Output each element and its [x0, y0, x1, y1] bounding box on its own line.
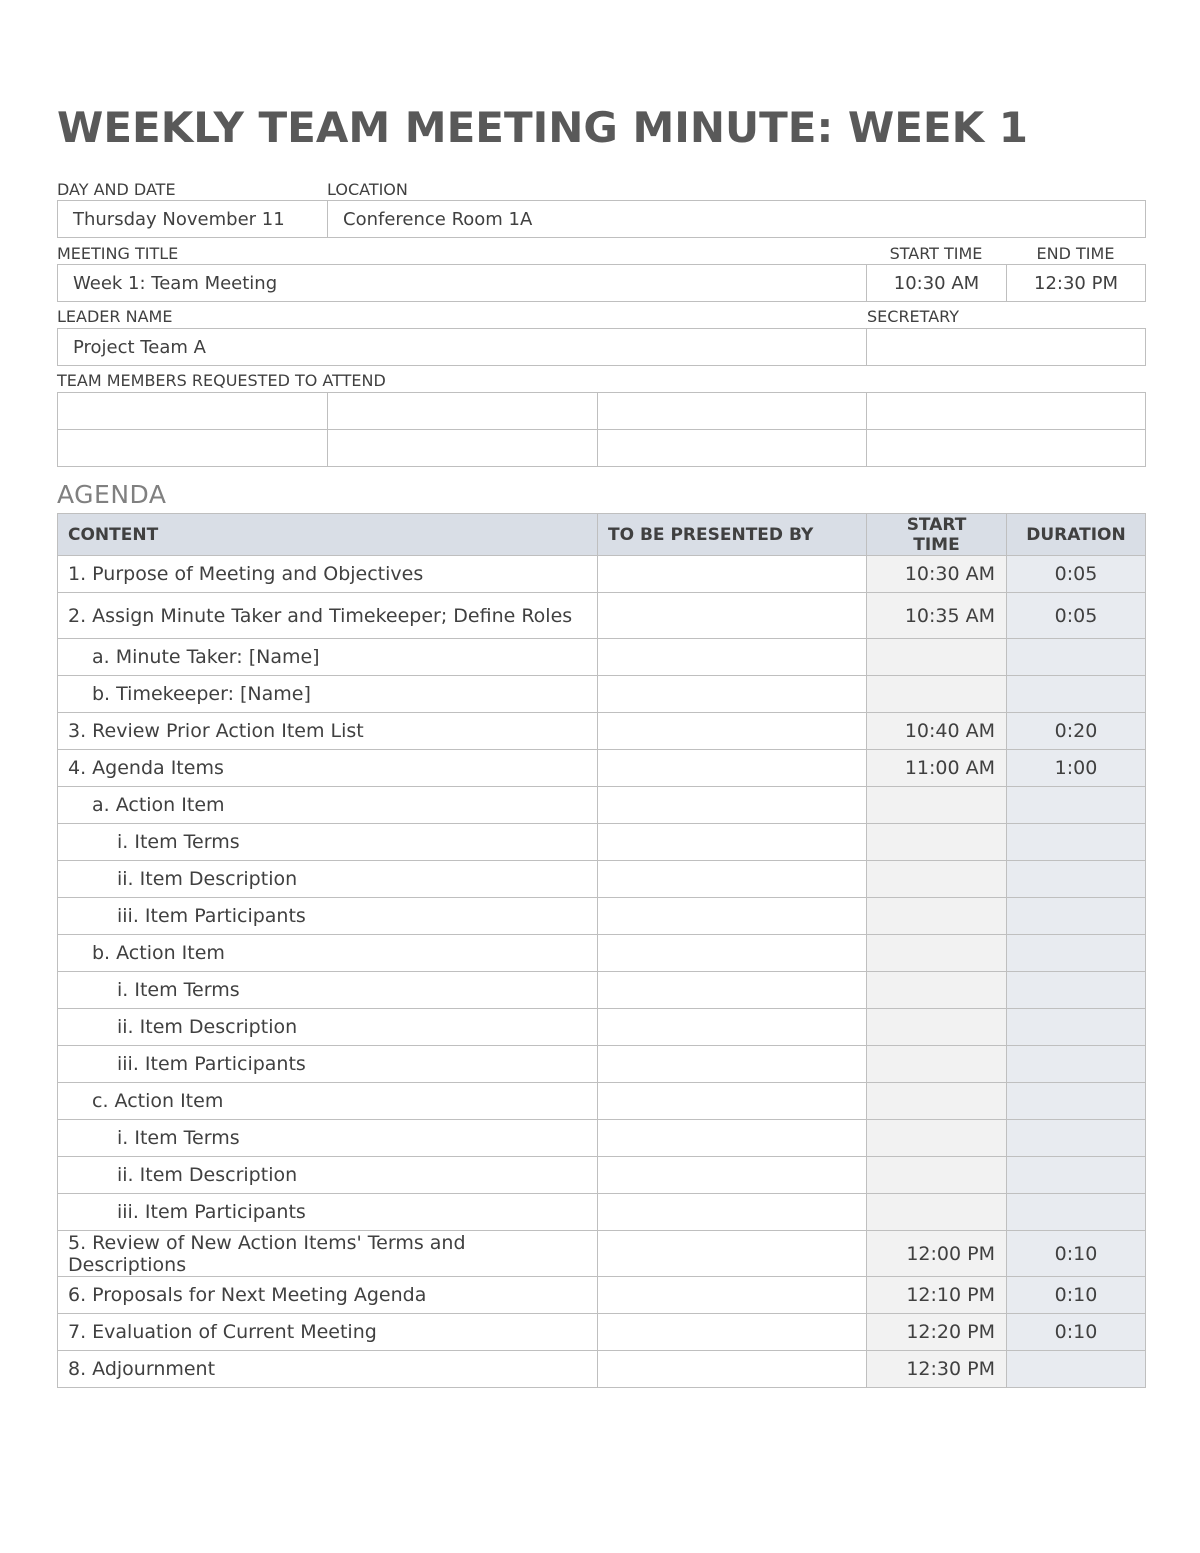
table-row — [58, 1083, 1146, 1120]
agenda-presenter[interactable] — [598, 1120, 867, 1157]
agenda-content[interactable]: 4. Agenda Items — [58, 750, 598, 787]
agenda-content[interactable]: c. Action Item — [58, 1083, 598, 1120]
agenda-presenter[interactable] — [598, 750, 867, 787]
agenda-start-time[interactable]: 12:10 PM — [867, 1277, 1007, 1314]
table-row — [58, 824, 1146, 861]
agenda-duration[interactable] — [1007, 1083, 1146, 1120]
leader-name-label: LEADER NAME — [57, 307, 173, 326]
agenda-start-time[interactable] — [867, 639, 1007, 676]
agenda-presenter[interactable] — [598, 1157, 867, 1194]
agenda-presenter[interactable] — [598, 898, 867, 935]
table-row — [58, 556, 1146, 593]
agenda-content[interactable]: ii. Item Description — [58, 1009, 598, 1046]
agenda-duration[interactable] — [1007, 787, 1146, 824]
agenda-content[interactable]: a. Action Item — [58, 787, 598, 824]
agenda-duration[interactable] — [1007, 639, 1146, 676]
leader-table — [57, 328, 1146, 366]
agenda-duration[interactable] — [1007, 1009, 1146, 1046]
agenda-presenter[interactable] — [598, 713, 867, 750]
table-row — [58, 1351, 1146, 1388]
agenda-duration[interactable] — [1007, 1157, 1146, 1194]
agenda-content[interactable]: 6. Proposals for Next Meeting Agenda — [58, 1277, 598, 1314]
agenda-start-time[interactable] — [867, 898, 1007, 935]
table-row — [58, 1157, 1146, 1194]
agenda-presenter[interactable] — [598, 1231, 867, 1277]
team-member-cell[interactable] — [867, 393, 1146, 430]
agenda-start-time[interactable] — [867, 972, 1007, 1009]
agenda-duration[interactable]: 0:10 — [1007, 1231, 1146, 1277]
agenda-content[interactable]: iii. Item Participants — [58, 898, 598, 935]
agenda-presenter[interactable] — [598, 593, 867, 639]
agenda-duration[interactable] — [1007, 861, 1146, 898]
start-time-header-line2: TIME — [913, 534, 960, 555]
agenda-start-time[interactable] — [867, 1157, 1007, 1194]
agenda-duration[interactable] — [1007, 1120, 1146, 1157]
agenda-presenter[interactable] — [598, 556, 867, 593]
team-member-cell[interactable] — [58, 393, 328, 430]
agenda-duration[interactable] — [1007, 824, 1146, 861]
meeting-title-table — [57, 264, 1146, 302]
agenda-duration[interactable]: 1:00 — [1007, 750, 1146, 787]
agenda-duration[interactable]: 0:10 — [1007, 1314, 1146, 1351]
team-member-cell[interactable] — [598, 393, 867, 430]
agenda-start-time[interactable] — [867, 935, 1007, 972]
agenda-content[interactable]: 3. Review Prior Action Item List — [58, 713, 598, 750]
end-time-label: END TIME — [1036, 244, 1115, 263]
table-row — [58, 713, 1146, 750]
team-members-label: TEAM MEMBERS REQUESTED TO ATTEND — [57, 371, 386, 390]
team-member-cell[interactable] — [328, 393, 598, 430]
agenda-duration[interactable]: 0:20 — [1007, 713, 1146, 750]
agenda-content[interactable]: a. Minute Taker: [Name] — [58, 639, 598, 676]
agenda-content[interactable]: 2. Assign Minute Taker and Timekeeper; Define Roles — [58, 593, 598, 639]
agenda-start-time[interactable]: 10:30 AM — [867, 556, 1007, 593]
agenda-duration[interactable] — [1007, 1046, 1146, 1083]
agenda-presenter[interactable] — [598, 676, 867, 713]
agenda-content[interactable]: ii. Item Description — [58, 1157, 598, 1194]
agenda-duration[interactable] — [1007, 676, 1146, 713]
agenda-presenter[interactable] — [598, 787, 867, 824]
agenda-content[interactable]: b. Action Item — [58, 935, 598, 972]
agenda-content[interactable]: 5. Review of New Action Items' Terms and Descriptions — [58, 1231, 598, 1277]
day-date-field[interactable]: Thursday November 11 — [58, 201, 328, 238]
agenda-content[interactable]: b. Timekeeper: [Name] — [58, 676, 598, 713]
agenda-start-time[interactable]: 10:35 AM — [867, 593, 1007, 639]
agenda-presenter[interactable] — [598, 935, 867, 972]
table-row — [58, 1231, 1146, 1277]
presenter-column-header: TO BE PRESENTED BY — [598, 514, 867, 556]
agenda-content[interactable]: ii. Item Description — [58, 861, 598, 898]
table-row — [58, 1120, 1146, 1157]
agenda-start-time[interactable] — [867, 1194, 1007, 1231]
agenda-start-time[interactable] — [867, 787, 1007, 824]
agenda-duration[interactable] — [1007, 1194, 1146, 1231]
agenda-duration[interactable] — [1007, 935, 1146, 972]
agenda-duration[interactable]: 0:10 — [1007, 1277, 1146, 1314]
team-member-cell[interactable] — [58, 430, 328, 467]
agenda-duration[interactable] — [1007, 972, 1146, 1009]
agenda-presenter[interactable] — [598, 1194, 867, 1231]
agenda-start-time[interactable] — [867, 1009, 1007, 1046]
leader-name-field[interactable]: Project Team A — [58, 329, 867, 366]
duration-column-header: DURATION — [1007, 514, 1146, 556]
team-member-cell[interactable] — [867, 430, 1146, 467]
location-label: LOCATION — [327, 180, 408, 199]
table-row — [58, 1194, 1146, 1231]
start-time-label: START TIME — [889, 244, 983, 263]
agenda-table — [57, 513, 1146, 1388]
agenda-duration[interactable] — [1007, 1351, 1146, 1388]
meeting-title-label: MEETING TITLE — [57, 244, 179, 263]
team-members-table — [57, 392, 1146, 467]
agenda-start-time[interactable] — [867, 1083, 1007, 1120]
table-row — [58, 861, 1146, 898]
agenda-start-time[interactable] — [867, 824, 1007, 861]
secretary-field[interactable] — [867, 329, 1146, 366]
table-row — [58, 935, 1146, 972]
team-member-cell[interactable] — [598, 430, 867, 467]
agenda-content[interactable]: 8. Adjournment — [58, 1351, 598, 1388]
table-row — [58, 972, 1146, 1009]
agenda-presenter[interactable] — [598, 972, 867, 1009]
end-time-field[interactable]: 12:30 PM — [1007, 265, 1146, 302]
agenda-start-time[interactable]: 12:00 PM — [867, 1231, 1007, 1277]
agenda-duration[interactable] — [1007, 898, 1146, 935]
agenda-presenter[interactable] — [598, 639, 867, 676]
table-row — [58, 898, 1146, 935]
agenda-start-time[interactable]: 12:30 PM — [867, 1351, 1007, 1388]
agenda-presenter[interactable] — [598, 824, 867, 861]
agenda-content[interactable]: iii. Item Participants — [58, 1046, 598, 1083]
agenda-content[interactable]: i. Item Terms — [58, 1120, 598, 1157]
start-time-header-line1: START — [906, 514, 967, 535]
agenda-start-time[interactable] — [867, 1120, 1007, 1157]
agenda-heading: AGENDA — [57, 480, 167, 509]
start-time-field[interactable]: 10:30 AM — [867, 265, 1007, 302]
agenda-start-time[interactable] — [867, 1046, 1007, 1083]
table-row — [58, 676, 1146, 713]
agenda-content[interactable]: 7. Evaluation of Current Meeting — [58, 1314, 598, 1351]
content-column-header: CONTENT — [58, 514, 598, 556]
agenda-presenter[interactable] — [598, 1083, 867, 1120]
team-member-cell[interactable] — [328, 430, 598, 467]
agenda-presenter[interactable] — [598, 861, 867, 898]
start-time-column-header — [867, 514, 1007, 556]
agenda-start-time[interactable]: 10:40 AM — [867, 713, 1007, 750]
agenda-duration[interactable]: 0:05 — [1007, 593, 1146, 639]
table-row — [58, 639, 1146, 676]
secretary-label: SECRETARY — [867, 307, 960, 326]
agenda-presenter[interactable] — [598, 1277, 867, 1314]
table-row — [58, 1277, 1146, 1314]
table-row — [58, 787, 1146, 824]
agenda-duration[interactable]: 0:05 — [1007, 556, 1146, 593]
table-row — [58, 1009, 1146, 1046]
agenda-start-time[interactable]: 12:20 PM — [867, 1314, 1007, 1351]
meeting-title-field[interactable]: Week 1: Team Meeting — [58, 265, 867, 302]
agenda-start-time[interactable] — [867, 676, 1007, 713]
day-location-table — [57, 200, 1146, 238]
day-date-label: DAY AND DATE — [57, 180, 176, 199]
agenda-content[interactable]: i. Item Terms — [58, 972, 598, 1009]
agenda-content[interactable]: iii. Item Participants — [58, 1194, 598, 1231]
table-row — [58, 750, 1146, 787]
agenda-presenter[interactable] — [598, 1314, 867, 1351]
table-row — [58, 593, 1146, 639]
table-row — [58, 1314, 1146, 1351]
agenda-presenter[interactable] — [598, 1351, 867, 1388]
agenda-start-time[interactable] — [867, 861, 1007, 898]
agenda-content[interactable]: 1. Purpose of Meeting and Objectives — [58, 556, 598, 593]
table-row — [58, 1046, 1146, 1083]
agenda-start-time[interactable]: 11:00 AM — [867, 750, 1007, 787]
agenda-content[interactable]: i. Item Terms — [58, 824, 598, 861]
location-field[interactable]: Conference Room 1A — [328, 201, 1146, 238]
agenda-presenter[interactable] — [598, 1009, 867, 1046]
page-title: WEEKLY TEAM MEETING MINUTE: WEEK 1 — [57, 103, 1029, 152]
agenda-presenter[interactable] — [598, 1046, 867, 1083]
